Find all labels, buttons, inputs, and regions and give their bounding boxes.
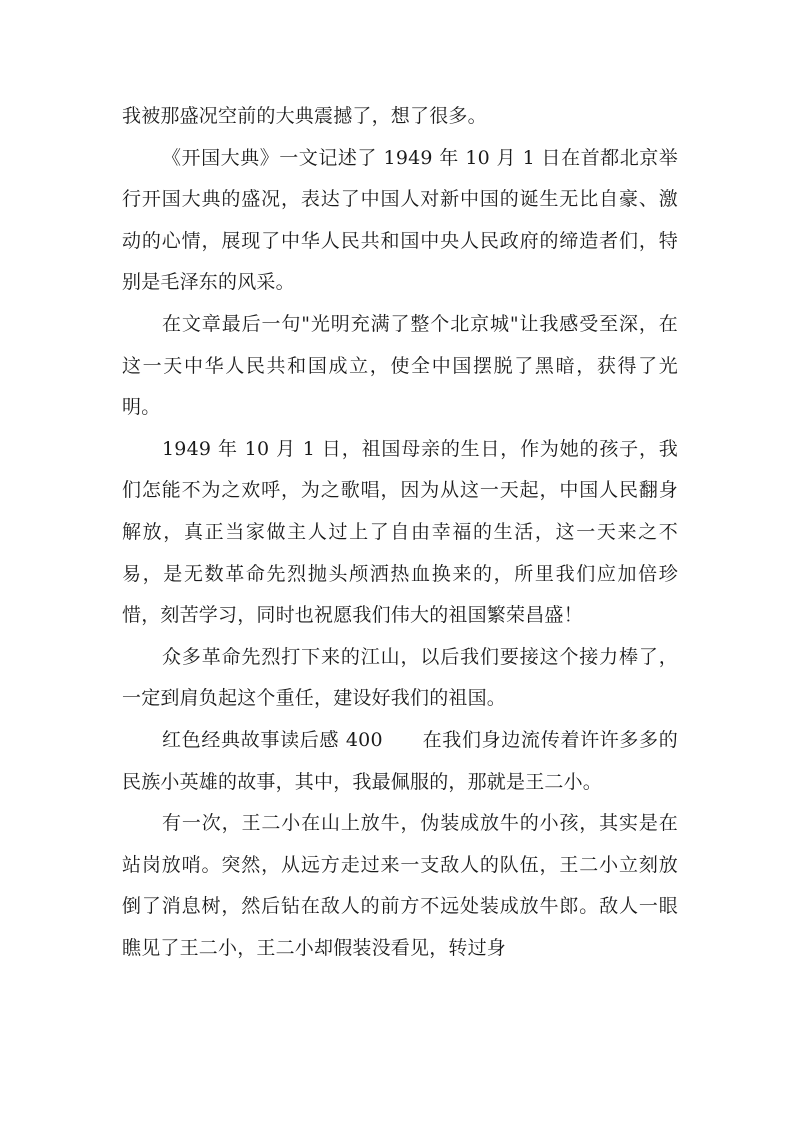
paragraph-2: 《开国大典》一文记述了 1949 年 10 月 1 日在首都北京举行开国大典的盛况，表达了中国人对新中国的诞生无比自豪、激动的心情，展现了中华人民共和国中央人民政府的缔造者们，特别是毛泽东的风采。 xyxy=(122,146,678,294)
paragraph-7: 有一次，王二小在山上放牛，伪装成放牛的小孩，其实是在站岗放哨。突然，从远方走过来一支敌人的队伍，王二小立刻放倒了消息树，然后钻在敌人的前方不远处装成放牛郎。敌人一眼瞧见了王二小，王二小却假装没看见，转过身 xyxy=(122,812,678,959)
document-body xyxy=(122,96,678,969)
paragraph-4: 1949 年 10 月 1 日，祖国母亲的生日，作为她的孩子，我们怎能不为之欢呼，为之歌唱，因为从这一天起，中国人民翻身解放，真正当家做主人过上了自由幸福的生活，这一天来之不易，是无数革命先烈抛头颅洒热血换来的，所里我们应加倍珍惜，刻苦学习，同时也祝愿我们伟大的祖国繁荣昌盛！ xyxy=(122,437,678,627)
paragraph-5: 众多革命先烈打下来的江山，以后我们要接这个接力棒了，一定到肩负起这个重任，建设好我们的祖国。 xyxy=(122,645,678,710)
paragraph-6: 红色经典故事读后感 400 在我们身边流传着许许多多的民族小英雄的故事，其中，我最佩服的，那就是王二小。 xyxy=(122,728,678,793)
paragraph-3: 在文章最后一句"光明充满了整个北京城"让我感受至深，在这一天中华人民共和国成立，使全中国摆脱了黑暗，获得了光明。 xyxy=(122,312,678,419)
paragraph-1: 我被那盛况空前的大典震撼了，想了很多。 xyxy=(122,105,487,127)
